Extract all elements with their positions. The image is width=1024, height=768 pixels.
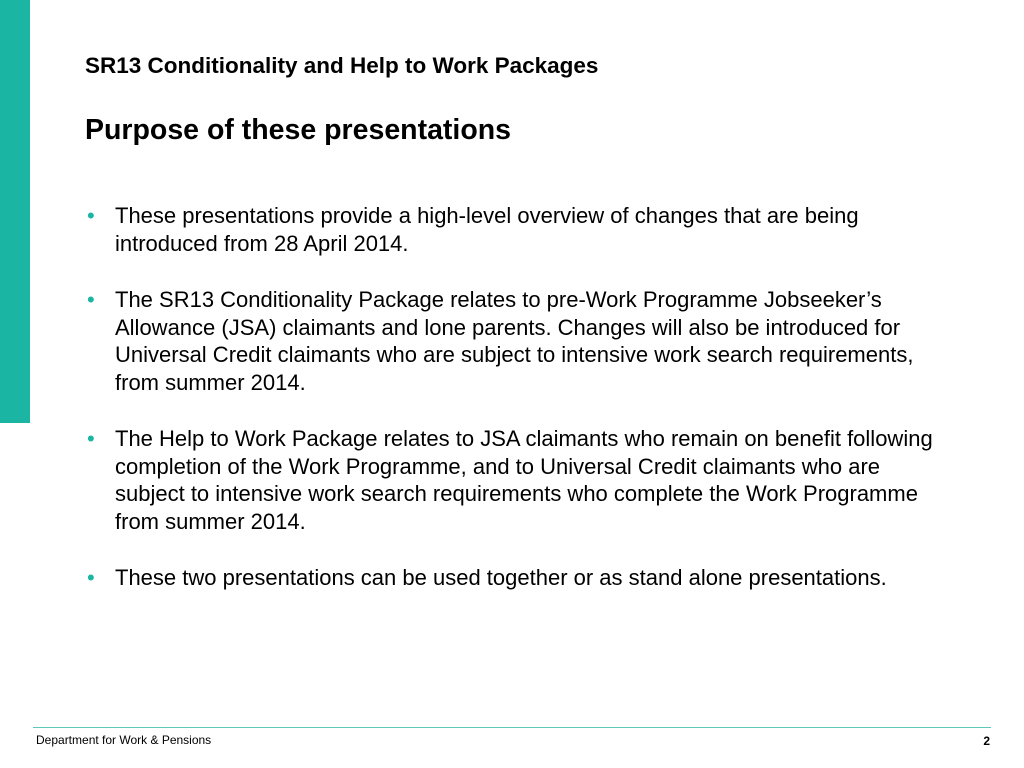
bullet-item [87, 286, 947, 396]
bullet-text: These two presentations can be used together or as stand alone presentations. [115, 565, 887, 590]
bullet-icon: • [87, 426, 95, 451]
bullet-item [87, 202, 947, 257]
page-number: 2 [983, 734, 990, 748]
bullet-item [87, 564, 947, 592]
bullet-icon: • [87, 203, 95, 228]
bullet-list [87, 202, 947, 621]
bullet-icon: • [87, 287, 95, 312]
bullet-text: These presentations provide a high-level overview of changes that are being introduced from 28 April 2014. [115, 203, 859, 256]
bullet-item [87, 425, 947, 535]
slide-title: Purpose of these presentations [85, 114, 512, 146]
accent-bar [0, 0, 30, 423]
bullet-text: The Help to Work Package relates to JSA claimants who remain on benefit following completion of the Work Programme, and to Universal Credit claimants who are subject to intensive work search requirements who complete the Work Programme from summer 2014. [115, 426, 933, 534]
slide-subtitle: SR13 Conditionality and Help to Work Packages [85, 53, 599, 78]
bullet-text: The SR13 Conditionality Package relates to pre-Work Programme Jobseeker’s Allowance (JSA) claimants and lone parents. Changes will also be introduced for Universal Credit claimants who are subject to intensive work search requirements, from summer 2014. [115, 287, 914, 395]
footer-organization: Department for Work & Pensions [36, 733, 212, 747]
bullet-icon: • [87, 565, 95, 590]
footer-divider [33, 727, 991, 728]
